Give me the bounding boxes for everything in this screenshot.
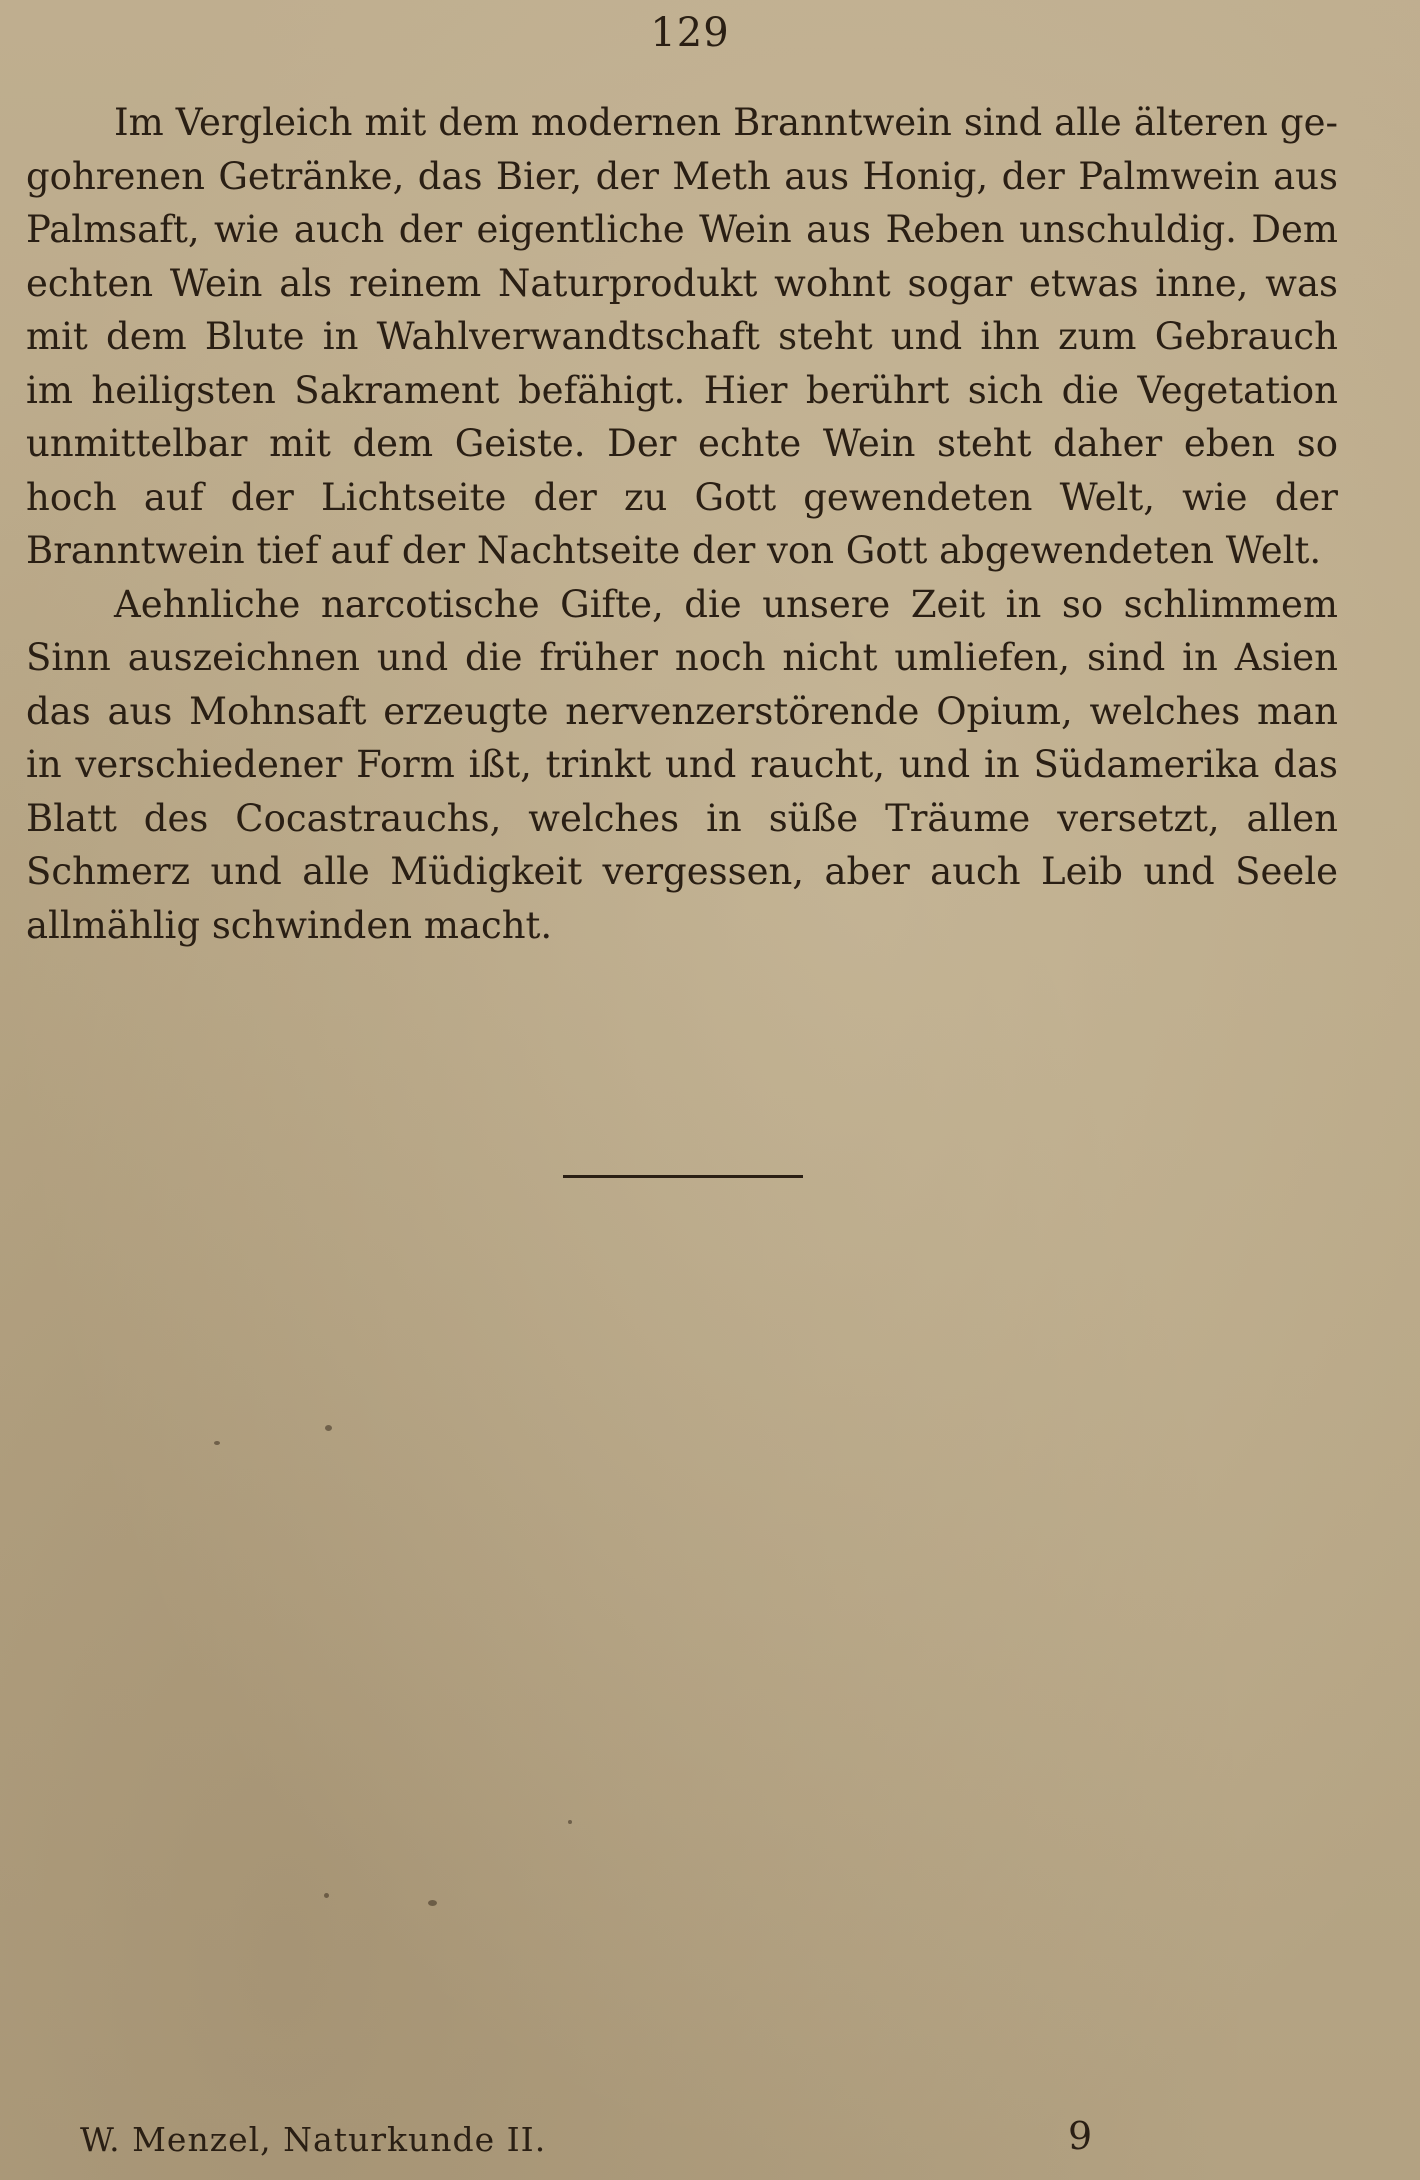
section-divider (563, 1175, 803, 1178)
paper-speck (324, 1893, 329, 1898)
body-text (26, 96, 1338, 952)
paper-speck (428, 1900, 437, 1906)
paragraph-1: Im Vergleich mit dem modernen Branntwein sind alle älteren gegohrenen Getränke, das Bier, der Meth aus Honig, der Palmwein aus Palmsaft, wie auch der eigentliche Wein aus Reben unschuldig. Dem echten Wein als reinem Naturprodukt wohnt sogar etwas inne, was mit dem Blute in Wahlverwandtschaft steht und ihn zum Gebrauch im heiligsten Sakrament befähigt. Hier berührt sich die Vegetation unmittelbar mit dem Geiste. Der echte Wein steht daher eben so hoch auf der Lichtseite der zu Gott gewendeten Welt, wie der Branntwein tief auf der Nachtseite der von Gott abgewendeten Welt. (26, 101, 1338, 572)
signature-mark: 9 (1068, 2114, 1093, 2158)
page-number: 129 (650, 10, 730, 56)
paragraph-2: Aehnliche narcotische Gifte, die unsere Zeit in so schlimmem Sinn auszeichnen und die früher noch nicht umliefen, sind in Asien das aus Mohnsaft erzeugte nervenzerstörende Opium, welches man in verschiedener Form ißt, trinkt und raucht, und in Südamerika das Blatt des Cocastrauchs, welches in süße Träume versetzt, allen Schmerz und alle Müdigkeit vergessen, aber auch Leib und Seele allmählig schwinden macht. (26, 582, 1338, 947)
paper-speck (568, 1820, 572, 1824)
page-footer (0, 2114, 1420, 2170)
printer-signature: W. Menzel, Naturkunde II. (80, 2120, 547, 2159)
paper-speck (214, 1441, 220, 1445)
paper-speck (325, 1425, 332, 1431)
